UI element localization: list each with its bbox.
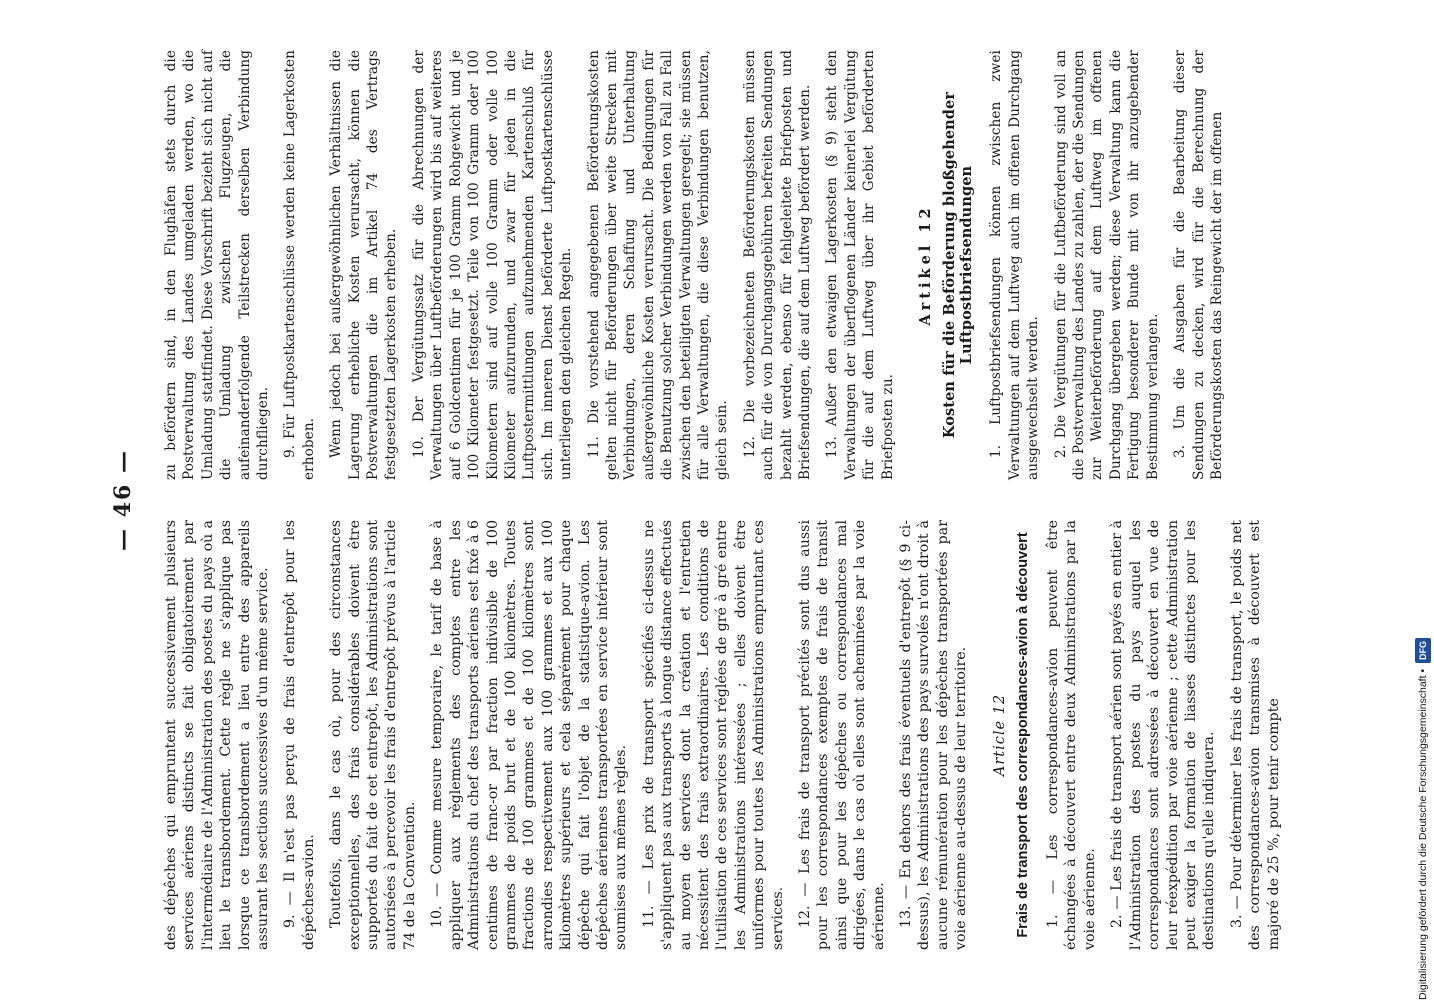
fr-article-paragraph-1: 1. — Les correspondances-avion peuvent être échangées à découvert entre deux Administrations par la voie aérienne. <box>1045 520 1098 950</box>
scanned-page-area <box>100 30 1280 970</box>
de-article-paragraph-3: 3. Um die Ausgaben für die Bearbeitung dieser Sendungen zu decken, wird für die Berechnung der Beförderungskosten das Reingewicht der im offenen <box>1172 50 1225 480</box>
de-paragraph-10: 10. Der Vergütungssatz für die Abrechnungen der Verwaltungen über Luftbeförderungen wird bis auf weiteres auf 6 Goldcentimen für je 100 Gramm Rohgewicht und je 100 Kilometer festgesetzt. Teile von 100 Gramm oder 100 Kilometern sind auf volle 100 Gramm oder volle 100 Kilometer aufzurunden, und zwar für jeden in die Luftpostermittlungen aufzunehmenden Kartenschluß für sich. Im inneren Dienst beförderte Luftpostkartenschlüsse unterliegen den gleichen Regeln. <box>410 50 575 480</box>
de-paragraph-12: 12. Die vorbezeichneten Beförderungskosten müssen auch für die von Durchgangsgebühren befreiten Sendungen bezahlt werden, ebenso für fehlgeleitete Briefposten und Briefsendungen, die auf dem Luftweg befördert werden. <box>741 50 813 480</box>
german-column <box>162 50 1235 480</box>
digitization-sidebar <box>1412 0 1434 1000</box>
de-article-paragraph-2: 2. Die Vergütungen für die Luftbeförderung sind voll an die Postverwaltung des Landes zu zahlen, der die Sendungen zur Weiterbeförderung auf dem Luftweg im offenen Durchgang übergeben werden; diese Verwaltung kann die Fertigung besonderer Bunde mit von ihr anzugebender Bestimmung verlangen. <box>1052 50 1161 480</box>
french-column <box>162 520 1292 950</box>
fr-article-heading: Frais de transport des correspondances-avion à découvert <box>1015 532 1032 938</box>
digitization-credit-text: Digitalisierung gefördert durch die Deutsche Forschungsgemeinschaft • <box>1417 668 1429 1000</box>
de-article-title: Artikel 12 <box>917 204 935 326</box>
de-paragraph-11: 11. Die vorstehend angegebenen Beförderungskosten gelten nicht für Beförderungen über weite Strecken mit Verbindungen, deren Schaffung und Unterhaltung außergewöhnliche Kosten verursacht. Die Bedingungen für die Benutzung solcher Verbindungen werden von Fall zu Fall zwischen den beteiligten Verwaltungen geregelt; sie müssen für alle Verwaltungen, die diese Verbindungen benutzen, gleich sein. <box>585 50 731 480</box>
de-article-paragraph-1: 1. Luftpostbriefsendungen können zwischen zwei Verwaltungen auf dem Luftweg auch im offenen Durchgang ausgewechselt werden. <box>988 50 1042 480</box>
fr-article-paragraph-2: 2. — Les frais de transport aérien sont payés en entier à l'Administration des postes du pays auquel les correspondances sont adressées à découvert en vue de leur réexpédition par voie aérienne ; cette Administration peut exiger la formation de liasses distinctes pour les destinations qu'elle indiquera. <box>1109 520 1218 950</box>
fr-article-paragraph-3: 3. — Pour déterminer les frais de transport, le poids net des correspondances-avion transmises à découvert est majoré de 25 %, pour tenir compte <box>1228 520 1282 950</box>
rotated-page <box>100 30 1280 970</box>
digitization-credit <box>1415 20 1431 1000</box>
de-paragraph-13: 13. Außer den etwaigen Lagerkosten (§ 9) steht den Verwaltungen der überflogenen Länder keinerlei Vergütung für die auf dem Luftweg über ihr Gebiet beförderten Briefposten zu. <box>824 50 896 480</box>
de-paragraph-9: 9. Für Luftpostkartenschlüsse werden keine Lagerkosten erhoben. <box>282 50 317 480</box>
fr-paragraph-9b: Toutefois, dans le cas où, pour des circonstances exceptionnelles, des frais considérables doivent être supportés du fait de cet entrepôt, les Administrations sont autorisées à percevoir les frais d'entrepôt prévus à l'article 74 de la Convention. <box>328 520 418 950</box>
dfg-logo-badge: DFG <box>1415 638 1431 663</box>
fr-paragraph-9: 9. — Il n'est pas perçu de frais d'entrepôt pour les dépêches-avion. <box>282 520 317 950</box>
fr-article-title: Article 12 <box>991 693 1008 777</box>
fr-paragraph-13: 13. — En dehors des frais éventuels d'entrepôt (§ 9 ci-dessus), les Administrations des pays survolés n'ont droit à aucune rémunération pour les dépêches transportées par voie aérienne au-dessus de leur territoire. <box>898 520 970 950</box>
de-paragraph-9b: Wenn jedoch bei außergewöhnlichen Verhältnissen die Lagerung erhebliche Kosten verursacht, können die Postverwaltungen die im Artikel 74 des Vertrags festgesetzten Lagerkosten erheben. <box>328 50 400 480</box>
de-article-heading: Kosten für die Beförderung bloßgehender Luftpostbriefsendungen <box>941 91 976 439</box>
fr-paragraph-12: 12. — Les frais de transport précités sont dus aussi pour les correspondances exemptes de frais de transit ainsi que pour les dépêches ou correspondances mal dirigées, dans le cas où elles sont acheminées par la voie aérienne. <box>797 520 887 950</box>
fr-paragraph-11: 11. — Les prix de transport spécifiés ci-dessus ne s'appliquent pas aux transports à longue distance effectués au moyen de services dont la création et l'entretien nécessitent des frais extraordinaires. Les conditions de l'utilisation de ces services sont réglées de gré à gré entre les Administrations intéressées ; elles doivent être uniformes pour toutes les Administrations empruntant ces services. <box>640 520 786 950</box>
fr-paragraph-intro: des dépêches qui empruntent successivement plusieurs services aériens distincts se fait obligatoirement par l'intermédiaire de l'Administration des postes du pays où a lieu le transbordement. Cette règle ne s'applique pas lorsque ce transbordement a lieu entre des appareils assurant les sections successives d'un même service. <box>163 520 272 950</box>
fr-paragraph-10: 10. — Comme mesure temporaire, le tarif de base à appliquer aux règlements des comptes entre les Administrations du chef des transports aériens est fixé à 6 centimes de franc-or par fraction indivisible de 100 grammes de poids brut et de 100 kilomètres. Toutes fractions de 100 grammes et de 100 kilomètres sont arrondies respectivement aux 100 grammes et aux 100 kilomètres supérieurs et cela séparément pour chaque dépêche qui fait l'objet de la statistique-avion. Les dépêches aériennes transportées en service intérieur sont soumises aux mêmes règles. <box>429 520 630 950</box>
de-paragraph-intro: zu befördern sind, in den Flughäfen stets durch die Postverwaltung des Landes umgeladen werden, wo die Umladung stattfindet. Diese Vorschrift bezieht sich nicht auf die Umladung zwischen Flugzeugen, die aufeinanderfolgende Teilstrecken derselben Verbindung durchfliegen. <box>163 50 272 480</box>
page-number: — 46 — <box>110 449 136 551</box>
